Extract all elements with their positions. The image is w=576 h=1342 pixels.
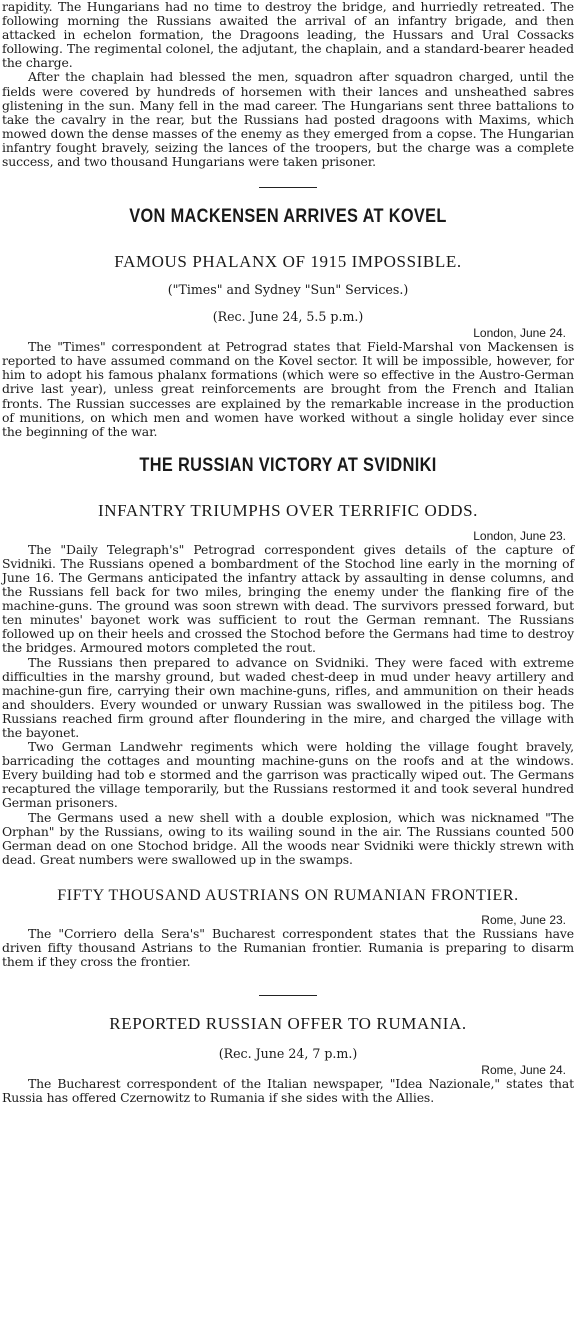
subheadline: FAMOUS PHALANX OF 1915 IMPOSSIBLE.	[114, 252, 462, 272]
article-kovel	[2, 206, 574, 439]
dateline: Rome, June 24.	[481, 1063, 566, 1078]
continued-paragraph-2: After the chaplain had blessed the men, squadron after squadron charged, until the fields were covered by hundreds of horsemen with their lances and unsheathed sabres glistening in the sun. Many fell in the mad career. The Hungarians sent three battalions to take the cavalry in the rear, but the Russians had posted dragoons with Maxims, which mowed down the dense masses of the enemy as they emerged from a copse. The Hungarian infantry fought bravely, seizing the lances of the troopers, but the charge was a complete success, and two thousand Hungarians were taken prisoner.	[2, 69, 574, 170]
dateline: London, June 23.	[473, 528, 566, 543]
services-line: ("Times" and Sydney "Sun" Services.)	[167, 282, 409, 298]
article-body: The "Times" correspondent at Petrograd states that Field-Marshal von Mackensen is reported to have assumed command on the Kovel sector. It will be impossible, however, for him to adopt his famous phalanx formations (which were so effective in the Austro-German drive last year), unless great reinforcements are brought from the French and Italian fronts. The Russian successes are explained by the remarkable increase in the production of munitions, on which men and women have worked without a single holiday ever since the beginning of the war.	[2, 339, 574, 439]
article-paragraph: The Germans used a new shell with a double explosion, which was nicknamed "The Orphan" by the Russians, owing to its wailing sound in the air. The Russians counted 500 German dead on one Stochod bridge. All the woods near Svidniki were thickly strewn with dead. Great numbers were swallowed up in the swamps.	[2, 809, 574, 867]
article-rumanian-frontier	[2, 887, 574, 969]
article-svidniki	[2, 455, 574, 867]
article-body: The "Corriero della Sera's" Bucharest correspondent states that the Russians have driven fifty thousand Astrians to the Rumanian frontier. Rumania is preparing to disarm them if they cross the frontier.	[2, 925, 574, 970]
article-body: The Bucharest correspondent of the Italian newspaper, "Idea Nazionale," states that Russia has offered Czernowitz to Rumania if she sides with the Allies.	[2, 1076, 574, 1106]
article-paragraph: Two German Landwehr regiments which were holding the village fought bravely, barricading the cottages and mounting machine-guns on the roofs and at the windows. Every building had tob e stormed and the garrison was practically wiped out. The Germans recaptured the village temporarily, but the Russians restormed it and took several hundred German prisoners.	[2, 739, 574, 811]
headline: REPORTED RUSSIAN OFFER TO RUMANIA.	[109, 1014, 467, 1034]
dateline: London, June 24.	[473, 326, 566, 341]
dateline: Rome, June 23.	[481, 912, 566, 927]
headline: VON MACKENSEN ARRIVES AT KOVEL	[129, 206, 447, 228]
received-line: (Rec. June 24, 7 p.m.)	[218, 1046, 358, 1062]
headline: THE RUSSIAN VICTORY AT SVIDNIKI	[139, 454, 437, 476]
divider-rule	[259, 995, 317, 996]
headline: FIFTY THOUSAND AUSTRIANS ON RUMANIAN FRONTIER.	[57, 886, 519, 904]
divider-rule	[259, 187, 317, 188]
subheadline: INFANTRY TRIUMPHS OVER TERRIFIC ODDS.	[97, 500, 479, 520]
article-paragraph: The Russians then prepared to advance on Svidniki. They were faced with extreme difficulties in the marshy ground, but waded chest-deep in mud under heavy artillery and machine-gun fire, carrying their own machine-guns, rifles, and ammunition on their heads and shoulders. Every wounded or unwary Russian was swallowed in the pitiless bog. The Russians reached firm ground after floundering in the mire, and charged the village with the bayonet.	[2, 654, 574, 740]
article-rumania-offer	[2, 1014, 574, 1105]
article-paragraph: The "Daily Telegraph's" Petrograd correspondent gives details of the capture of Svidniki. The Russians opened a bombardment of the Stochod line early in the morning of June 16. The Germans anticipated the infantry attack by assaulting in dense columns, and the Russians fell back for two miles, bringing the enemy under the flanking fire of the machine-guns. The ground was soon strewn with dead. The survivors pressed forward, but ten minutes' bayonet work was sufficient to rout the German remnant. The Russians followed up on their heels and crossed the Stochod before the Germans had time to destroy the bridges. Armoured motors completed the rout.	[2, 541, 574, 656]
continued-article	[2, 0, 574, 169]
continued-paragraph: rapidity. The Hungarians had no time to destroy the bridge, and hurriedly retreated. The following morning the Russians awaited the arrival of an infantry brigade, and then attacked in echelon formation, the Dragoons leading, the Hussars and Ural Cossacks following. The regimental colonel, the adjutant, the chaplain, and a standard-bearer headed the charge.	[2, 0, 574, 71]
received-line: (Rec. June 24, 5.5 p.m.)	[212, 309, 364, 325]
